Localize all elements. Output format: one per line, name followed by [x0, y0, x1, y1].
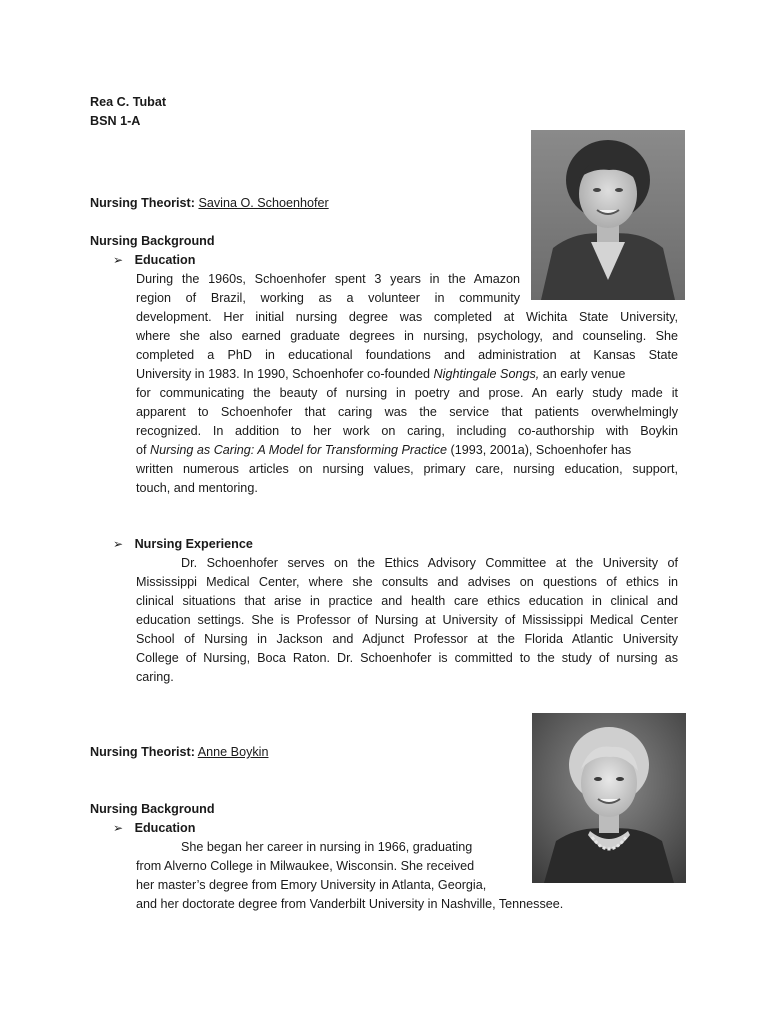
paragraph-line: from Alverno College in Milwaukee, Wisconsin. She received — [136, 859, 475, 873]
class-section: BSN 1-A — [90, 114, 141, 128]
paragraph-line: and her doctorate degree from Vanderbilt University in Nashville, Tennessee. — [136, 897, 564, 911]
paragraph-line: written numerous articles on nursing values, primary care, nursing education, support, — [136, 462, 678, 476]
paragraph-line: Mississippi Medical Center, where she consults and advises on questions of ethics in — [136, 575, 678, 589]
theorist2-name: Anne Boykin — [197, 745, 269, 759]
paragraph-line: her master’s degree from Emory University in Atlanta, Georgia, — [136, 878, 487, 892]
theorist1-line — [90, 194, 329, 213]
paragraph-line: School of Nursing in Jackson and Adjunct Professor at the Florida Atlantic University — [136, 632, 678, 646]
theorist2-line — [90, 743, 268, 762]
paragraph-line-mixed — [136, 365, 678, 384]
paragraph-text: of — [136, 443, 151, 457]
paragraph-line: development. Her initial nursing degree was completed at Wichita State University, — [136, 310, 678, 324]
theorist1-experience-heading-row — [113, 535, 253, 554]
paragraph-line-mixed — [136, 441, 678, 460]
arrow-bullet-icon: ➢ — [113, 253, 124, 267]
paragraph-line: completed a PhD in educational foundations and administration at Kansas State — [136, 348, 678, 362]
paragraph-line: clinical situations that arise in practice and health care ethics education in clinical and — [136, 594, 678, 608]
paragraph-line: Dr. Schoenhofer serves on the Ethics Advisory Committee at the University of — [181, 556, 678, 570]
theorist1-education-paragraph — [136, 270, 678, 498]
theorist1-name: Savina O. Schoenhofer — [198, 196, 329, 210]
theorist2-education-heading: Education — [134, 821, 196, 835]
paragraph-line: recognized. In addition to her work on caring, including co-authorship with Boykin — [136, 424, 678, 438]
paragraph-text: an early venue — [539, 367, 626, 381]
theorist1-experience-heading: Nursing Experience — [134, 537, 253, 551]
nursing-as-caring-title: Nursing as Caring: A Model for Transforming Practice — [150, 443, 448, 457]
arrow-bullet-icon: ➢ — [113, 537, 124, 551]
paragraph-text: (1993, 2001a), Schoenhofer has — [447, 443, 632, 457]
paragraph-line: caring. — [136, 670, 174, 684]
paragraph-line: region of Brazil, working as a volunteer in community — [136, 291, 520, 305]
paragraph-line: apparent to Schoenhofer that caring was the service that patients overwhelmingly — [136, 405, 678, 419]
theorist2-education-heading-row — [113, 819, 195, 838]
theorist1-experience-paragraph — [136, 554, 678, 687]
paragraph-text: University in 1983. In 1990, Schoenhofer co-founded — [136, 367, 431, 381]
theorist1-background-heading: Nursing Background — [90, 234, 215, 248]
nightingale-songs-title: Nightingale Songs, — [433, 367, 540, 381]
theorist1-education-heading: Education — [134, 253, 196, 267]
paragraph-line: touch, and mentoring. — [136, 481, 258, 495]
theorist1-education-heading-row — [113, 251, 195, 270]
paragraph-line: education settings. She is Professor of Nursing at University of Mississippi Medical Center — [136, 613, 678, 627]
theorist2-background-heading: Nursing Background — [90, 802, 215, 816]
paragraph-line: During the 1960s, Schoenhofer spent 3 years in the Amazon — [136, 272, 520, 286]
theorist1-label: Nursing Theorist: — [90, 196, 195, 210]
paragraph-line: She began her career in nursing in 1966, graduating — [181, 840, 473, 854]
paragraph-line: for communicating the beauty of nursing in poetry and prose. An early study made it — [136, 386, 678, 400]
theorist2-label: Nursing Theorist: — [90, 745, 195, 759]
author-name: Rea C. Tubat — [90, 95, 167, 109]
paragraph-line: where she also earned graduate degrees in nursing, psychology, and counseling. She — [136, 329, 678, 343]
paragraph-line: College of Nursing, Boca Raton. Dr. Schoenhofer is committed to the study of nursing as — [136, 651, 678, 665]
arrow-bullet-icon: ➢ — [113, 821, 124, 835]
theorist2-education-paragraph — [136, 838, 678, 914]
